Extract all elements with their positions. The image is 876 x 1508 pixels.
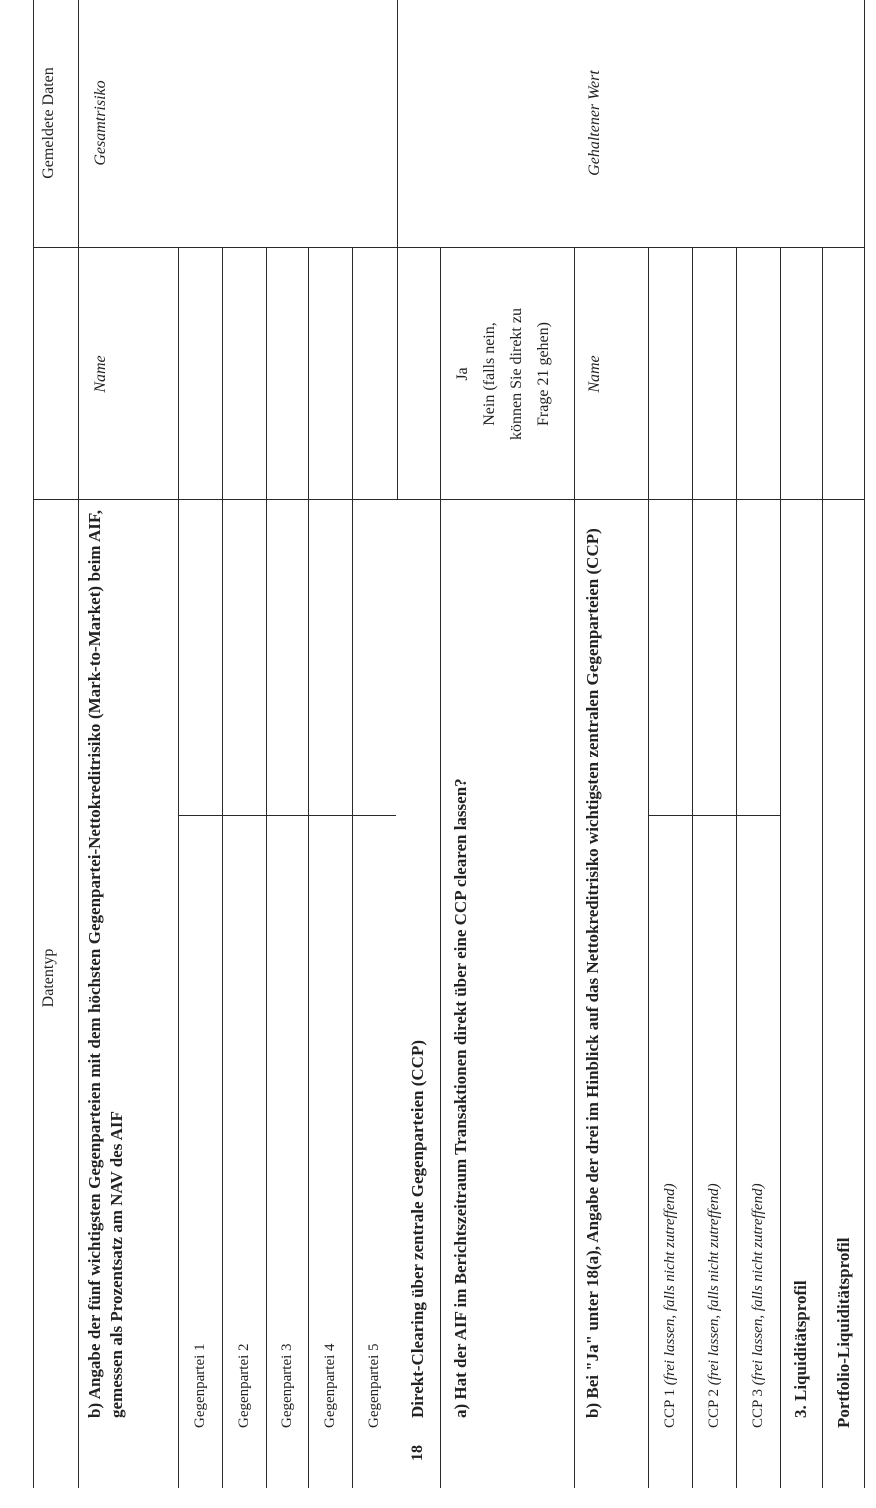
ccp-label: CCP 2 [706,1388,722,1428]
q18a-answer-line: Nein (falls nein, [481,322,498,426]
q18-title: Direkt-Clearing über zentrale Gegenparteien (CCP) [408,1039,427,1418]
q17b-text: b) Angabe der fünf wichtigsten Gegenparteien mit dem höchsten Gegenpartei-Nettokreditrisiko (Mark-to-Market) beim AIF, gemessen als Prozentsatz am NAV des AIF [85,510,126,1418]
table-line [78,0,79,1488]
table-line [736,248,737,1488]
q18b-value-header: Gehaltener Wert [586,70,603,176]
table-line [780,248,781,1488]
table-line [308,248,309,1488]
header-datentyp: Datentyp [40,948,57,1008]
table-line [864,0,865,1488]
ccp-row-3 [747,828,769,1428]
header-gesamtrisiko: Gesamtrisiko [92,80,109,166]
counterparty-row-label: Gegenpartei 3 [279,1343,295,1428]
header-name: Name [92,355,109,393]
q18b-text: b) Bei "Ja" unter 18(a), Angabe der drei im Hinblick auf das Nettokreditrisiko wichtigsten zentralen Gegenparteien (CCP) [583,528,602,1418]
counterparty-row-label: Gegenpartei 2 [236,1343,252,1428]
q18a-text: a) Hat der AIF im Berichtszeitraum Transaktionen direkt über eine CCP clearen lassen? [451,778,470,1418]
q18b-name-header: Name [586,355,603,393]
ccp-row-1 [659,828,681,1428]
section3-title: 3. Liquiditätsprofil [791,1280,810,1418]
ccp-row-2 [703,828,725,1428]
counterparty-row-label: Gegenpartei 5 [366,1343,382,1428]
table-line [33,499,864,500]
q18a-answer-line: können Sie direkt zu [508,308,525,440]
q18a-answer-line: Frage 21 gehen) [535,322,552,426]
table-line [33,0,34,1488]
q18-number: 18 [409,1445,426,1461]
ccp-label: CCP 1 [662,1388,678,1428]
table-line [178,815,396,816]
table-line [692,248,693,1488]
table-line [178,248,179,1488]
table-line [266,248,267,1488]
q18a-answer-line: Ja [454,367,471,381]
ccp-note: (frei lassen, falls nicht zutreffend) [662,1183,678,1386]
ccp-note: (frei lassen, falls nicht zutreffend) [750,1183,766,1386]
counterparty-row-label: Gegenpartei 4 [322,1343,338,1428]
table-line [574,248,575,1488]
section3-subtitle: Portfolio-Liquiditätsprofil [834,1237,853,1428]
table-line [33,247,864,248]
ccp-note: (frei lassen, falls nicht zutreffend) [706,1183,722,1386]
table-line [822,248,823,1488]
table-line [440,248,441,1488]
table-line [648,815,780,816]
header-gemeldete-daten: Gemeldete Daten [40,67,57,179]
ccp-label: CCP 3 [750,1388,766,1428]
table-line [397,0,398,500]
counterparty-row-label: Gegenpartei 1 [192,1343,208,1428]
table-line [648,248,649,1488]
table-line [222,248,223,1488]
table-line [352,248,353,1488]
